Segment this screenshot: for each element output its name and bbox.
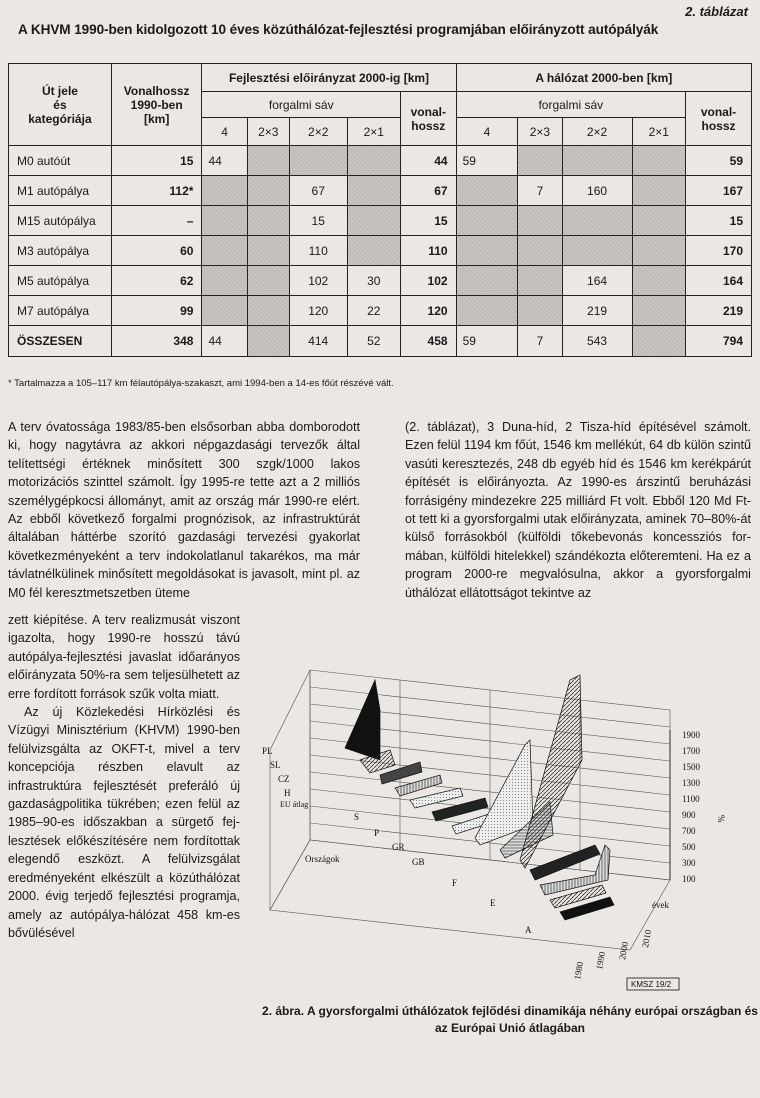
body-text-b: (2. táblázat), 3 Duna-híd, 2 Tisza-híd építésével számolt. Ezen felül 1194 km főút, 1546 km mellékút, 64 db külön szintű vasúti keresztezés, 248 db egyéb híd és 1546 km kerékpárút építését is előirányozta. Az 1990-es árszintű beruházási forrásigény mindezekre 225 milliárd Ft volt. Ebből 120 Md Ft-ot tett ki a gyorsforgalmi utak előirányzata, aminek 70–80%-át külső forrásokból (külföldi tőkebevonás koncessziós formában, külföldi hitelekkel) szándékozta előteremteni. Ha ez a program 2000-re megvalósulna, akkor a gyorsforgalmi úthálózat ellátottságot tekintve az: [405, 420, 751, 600]
table-row: M0 autóút 15 44 44 59 59: [9, 146, 752, 176]
svg-text:700: 700: [682, 826, 696, 836]
svg-text:F: F: [452, 878, 458, 888]
svg-text:PL: PL: [262, 746, 273, 756]
svg-text:H: H: [284, 788, 291, 798]
lane-col-2x2: 2×2: [289, 118, 347, 146]
paragraph: zett kiépítése. A terv realizmusát viszont igazolta, hogy 1990-re hosszú távú autópálya-fejlesztési javaslat időarányos előirányzata 50%-ra sem teljesülhetett az erre fordított források szűk volta miatt.: [8, 613, 240, 701]
svg-text:S: S: [354, 812, 360, 822]
svg-text:500: 500: [682, 842, 696, 852]
pct-axis: [670, 730, 726, 884]
svg-text:%: %: [716, 815, 726, 823]
figure-3d-chart: [250, 640, 730, 1000]
svg-text:P: P: [374, 828, 380, 838]
table-row: M1 autópálya 112* 67 67 7 160 167: [9, 176, 752, 206]
svg-text:SL: SL: [270, 760, 281, 770]
body-text-a2: [8, 611, 240, 942]
svg-text:1300: 1300: [682, 778, 700, 788]
svg-text:évek: évek: [652, 900, 669, 910]
table-total-row: ÖSSZESEN 348 44 414 52 458 59 7 543 794: [9, 326, 752, 357]
table-row: M15 autópálya – 15 15 15: [9, 206, 752, 236]
svg-text:1980: 1980: [572, 960, 586, 981]
group-header-development: Fejlesztési előirányzat 2000-ig [km]: [202, 64, 456, 92]
svg-text:EU átlag: EU átlag: [280, 800, 309, 809]
svg-text:A: A: [525, 925, 532, 935]
svg-text:1700: 1700: [682, 746, 700, 756]
svg-text:1100: 1100: [682, 794, 700, 804]
total-length-header-dev: vonal- hossz: [401, 92, 457, 146]
lane-col-4: 4: [456, 118, 518, 146]
motorway-table: [8, 63, 752, 357]
figure-caption: 2. ábra. A gyorsforgalmi úthálózatok fejlődési dinamikája néhány európai országban és az Európai Unió átlagában: [262, 1004, 758, 1035]
svg-text:Országok: Országok: [305, 854, 340, 864]
svg-text:KMSZ 19/2: KMSZ 19/2: [631, 980, 672, 989]
table-row: M7 autópálya 99 120 22 120 219 219: [9, 296, 752, 326]
col-header-length: Vonalhossz 1990-ben [km]: [111, 64, 202, 146]
lane-col-2x1: 2×1: [632, 118, 686, 146]
lanes-header-dev: forgalmi sáv: [202, 92, 401, 118]
lanes-header-net: forgalmi sáv: [456, 92, 685, 118]
group-header-network: A hálózat 2000-ben [km]: [456, 64, 751, 92]
svg-text:E: E: [490, 898, 496, 908]
col-header-way: Út jele és kategóriája: [9, 64, 112, 146]
svg-text:2010: 2010: [640, 928, 654, 949]
paragraph: Az új Közlekedési Hírközlési és Vízügyi Minisztérium (KHVM) 1990-ben felülvizsgálta az OKFT-t, mivel a terv koncepciója részben elavult az infrastruktúra fejlesztését preferáló új gazdaságpolitika tükrében; ezen felül az 1985–90-es időszakban a sürgető fejlesztések előkészítésére nem fordítottak elegendő eszközt. A felülvizsgálat eredményeként elkészült a közúthálózat 2000. évig terjedő fejlesztési programja, amely az autópálya-hálózat 458 km-es bővülésével: [8, 705, 240, 940]
lane-col-4: 4: [202, 118, 247, 146]
svg-text:GR: GR: [392, 842, 405, 852]
svg-text:900: 900: [682, 810, 696, 820]
body-text-a1: A terv óvatossága 1983/85-ben elsősorban abba domborodott ki, hogy nagytávra az akkori népgazdasági tervezők által telítettségi értéknek minősített 300 szgk/1000 lakos motorizációs szinttel számolt. Így 1995-re tette azt a 2 milliós személygépkocsi állományt, amit az ország már 1990-re elért. Az ebből következő forgalmi prognózisok, az infrastruktúrát általában háttérbe szorító gazdasági tervezési gyakorlat következményeként a terv indokolatlanul takarékos, ma már távlatnélkülinek minősített megoldásokat is javasolt, mint pl. az M0 fél keresztmetszetben üteme: [8, 420, 360, 600]
lane-col-2x2: 2×2: [562, 118, 632, 146]
svg-text:100: 100: [682, 874, 696, 884]
table-row: M3 autópálya 60 110 110 170: [9, 236, 752, 266]
svg-text:CZ: CZ: [278, 774, 290, 784]
table-row: M5 autópálya 62 102 30 102 164 164: [9, 266, 752, 296]
table-footnote: * Tartalmazza a 105–117 km félautópálya-szakaszt, ami 1994-ben a 14-es főút részévé vált.: [8, 378, 394, 389]
total-length-header-net: vonal- hossz: [686, 92, 752, 146]
lane-col-2x1: 2×1: [347, 118, 401, 146]
table-label: 2. táblázat: [685, 4, 748, 19]
svg-text:1900: 1900: [682, 730, 700, 740]
svg-text:GB: GB: [412, 857, 425, 867]
svg-text:1990: 1990: [594, 950, 608, 971]
lane-col-2x3: 2×3: [247, 118, 289, 146]
svg-text:1500: 1500: [682, 762, 700, 772]
lane-col-2x3: 2×3: [518, 118, 562, 146]
table-title: A KHVM 1990-ben kidolgozott 10 éves közúthálózat-fejlesztési programjában előirányzott autópályák: [18, 22, 659, 37]
svg-text:2000: 2000: [617, 940, 631, 961]
svg-text:300: 300: [682, 858, 696, 868]
figure-stamp: [627, 978, 679, 990]
